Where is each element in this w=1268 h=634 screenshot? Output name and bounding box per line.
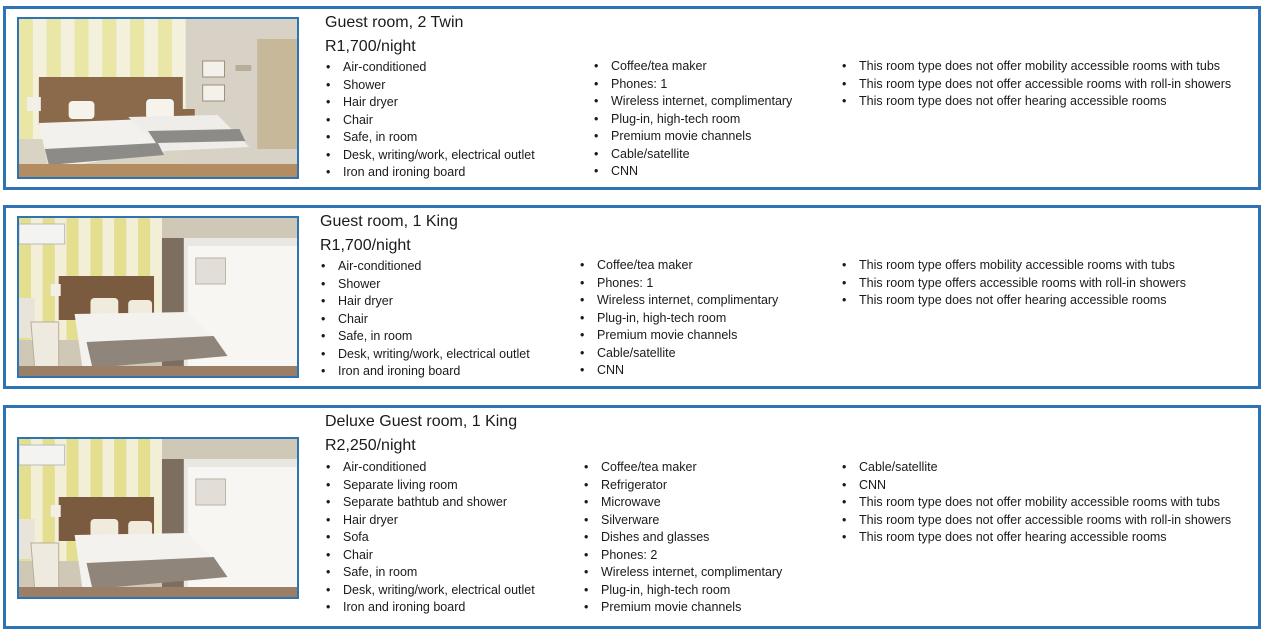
king-room-photo (17, 216, 299, 378)
amenity-item: • Premium movie channels (593, 128, 792, 146)
amenities-list (593, 58, 792, 181)
amenity-item: • Air-conditioned (325, 459, 535, 477)
amenity-item: • Iron and ironing board (325, 164, 535, 182)
room-card (3, 405, 1261, 629)
amenity-item: • Iron and ironing board (325, 599, 535, 617)
amenity-item: • Coffee/tea maker (579, 257, 778, 275)
amenity-item: • Coffee/tea maker (583, 459, 782, 477)
accessibility-list (841, 58, 1231, 111)
amenity-item: • Wireless internet, complimentary (593, 93, 792, 111)
amenity-item: • Silverware (583, 512, 782, 530)
accessibility-item: • Cable/satellite (841, 459, 1231, 477)
amenity-item: • Safe, in room (325, 129, 535, 147)
amenities-list (579, 257, 778, 380)
amenity-item: • Wireless internet, complimentary (583, 564, 782, 582)
accessibility-item: • This room type does not offer hearing accessible rooms (841, 292, 1186, 310)
accessibility-item: • This room type does not offer accessible rooms with roll-in showers (841, 512, 1231, 530)
room-title: Deluxe Guest room, 1 King (325, 413, 518, 430)
amenity-item: • Chair (320, 311, 530, 329)
amenities-list (320, 258, 530, 381)
accessibility-item: • This room type does not offer accessible rooms with roll-in showers (841, 76, 1231, 94)
amenity-item: • Iron and ironing board (320, 363, 530, 381)
amenity-item: • Hair dryer (320, 293, 530, 311)
amenity-item: • Microwave (583, 494, 782, 512)
amenity-item: • Safe, in room (320, 328, 530, 346)
amenity-item: • Phones: 1 (593, 76, 792, 94)
amenities-list (583, 459, 782, 617)
amenity-item: • CNN (579, 362, 778, 380)
room-title: Guest room, 1 King (320, 213, 458, 230)
amenity-item: • Premium movie channels (579, 327, 778, 345)
amenity-item: • Desk, writing/work, electrical outlet (325, 147, 535, 165)
accessibility-item: • This room type offers mobility accessible rooms with tubs (841, 257, 1186, 275)
accessibility-item: • This room type does not offer hearing accessible rooms (841, 529, 1231, 547)
amenity-item: • Coffee/tea maker (593, 58, 792, 76)
amenity-item: • Phones: 2 (583, 547, 782, 565)
amenity-item: • CNN (593, 163, 792, 181)
amenity-item: • Desk, writing/work, electrical outlet (325, 582, 535, 600)
amenity-item: • Plug-in, high-tech room (583, 582, 782, 600)
room-price: R1,700/night (320, 237, 411, 254)
accessibility-item: • This room type offers accessible rooms with roll-in showers (841, 275, 1186, 293)
amenity-item: • Refrigerator (583, 477, 782, 495)
amenity-item: • Hair dryer (325, 512, 535, 530)
amenity-item: • Cable/satellite (579, 345, 778, 363)
accessibility-list (841, 459, 1231, 547)
twin-room-photo (17, 17, 299, 179)
room-card (3, 205, 1261, 389)
accessibility-item: • CNN (841, 477, 1231, 495)
amenity-item: • Separate bathtub and shower (325, 494, 535, 512)
accessibility-item: • This room type does not offer mobility accessible rooms with tubs (841, 494, 1231, 512)
amenity-item: • Separate living room (325, 477, 535, 495)
accessibility-item: • This room type does not offer mobility accessible rooms with tubs (841, 58, 1231, 76)
amenity-item: • Chair (325, 547, 535, 565)
room-price: R2,250/night (325, 437, 416, 454)
amenity-item: • Chair (325, 112, 535, 130)
accessibility-list (841, 257, 1186, 310)
amenity-item: • Plug-in, high-tech room (579, 310, 778, 328)
amenities-list (325, 59, 535, 182)
amenities-list (325, 459, 535, 617)
amenity-item: • Sofa (325, 529, 535, 547)
king-room-photo (17, 437, 299, 599)
amenity-item: • Shower (320, 276, 530, 294)
room-price: R1,700/night (325, 38, 416, 55)
room-title: Guest room, 2 Twin (325, 14, 464, 31)
accessibility-item: • This room type does not offer hearing accessible rooms (841, 93, 1231, 111)
amenity-item: • Plug-in, high-tech room (593, 111, 792, 129)
amenity-item: • Desk, writing/work, electrical outlet (320, 346, 530, 364)
room-card (3, 6, 1261, 190)
amenity-item: • Safe, in room (325, 564, 535, 582)
amenity-item: • Cable/satellite (593, 146, 792, 164)
amenity-item: • Wireless internet, complimentary (579, 292, 778, 310)
amenity-item: • Hair dryer (325, 94, 535, 112)
amenity-item: • Shower (325, 77, 535, 95)
amenity-item: • Air-conditioned (320, 258, 530, 276)
amenity-item: • Premium movie channels (583, 599, 782, 617)
amenity-item: • Air-conditioned (325, 59, 535, 77)
amenity-item: • Dishes and glasses (583, 529, 782, 547)
amenity-item: • Phones: 1 (579, 275, 778, 293)
